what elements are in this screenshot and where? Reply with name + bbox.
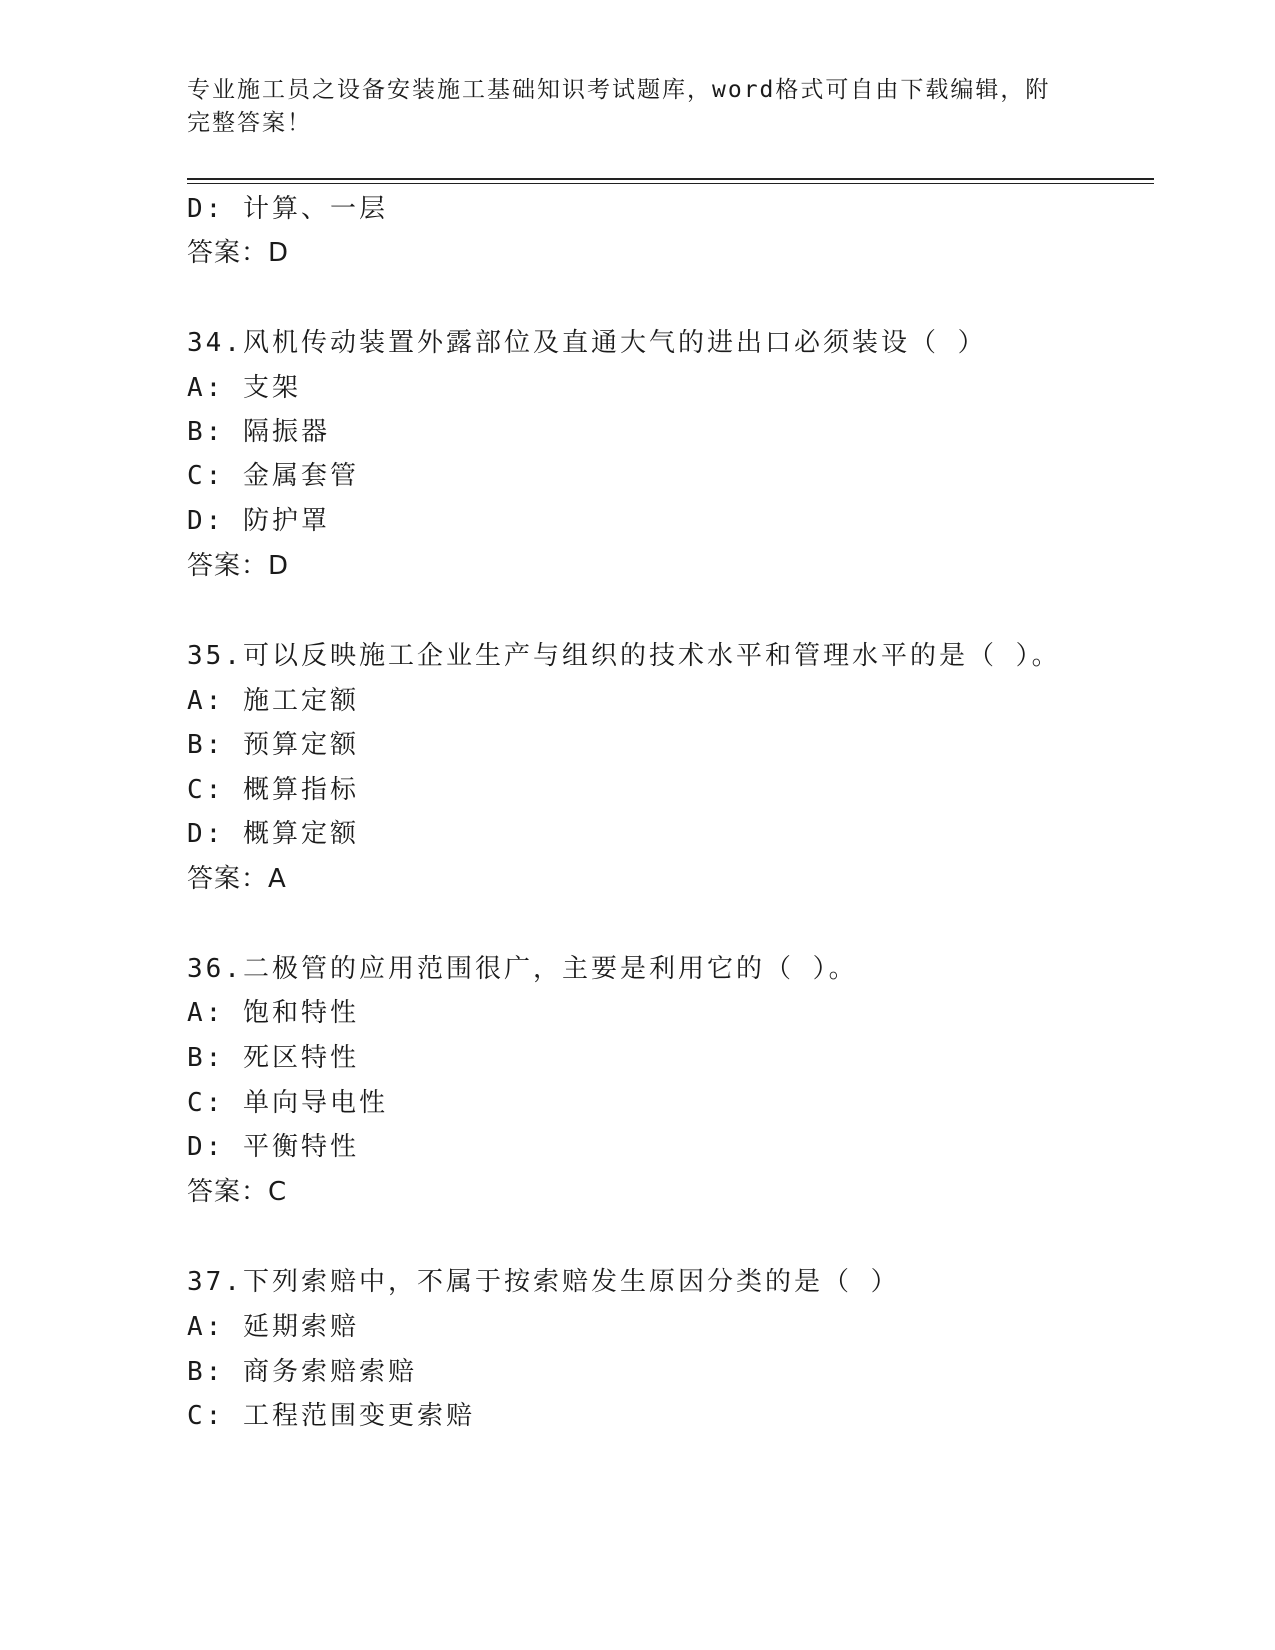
- option-c-q37: C: 工程范围变更索赔: [187, 1401, 475, 1431]
- option-d-q35: D: 概算定额: [187, 819, 359, 849]
- option-b-q34: B: 隔振器: [187, 417, 330, 447]
- header-divider-thin: [187, 183, 1154, 184]
- page-header: 专业施工员之设备安装施工基础知识考试题库，word格式可自由下载编辑，附完整答案！: [187, 77, 1051, 136]
- option-c-q36: C: 单向导电性: [187, 1088, 388, 1118]
- question-35: 35.可以反映施工企业生产与组织的技术水平和管理水平的是（ ）。: [187, 641, 1061, 671]
- option-d-q36: D: 平衡特性: [187, 1132, 359, 1162]
- option-b-q35: B: 预算定额: [187, 730, 359, 760]
- option-a-q35: A: 施工定额: [187, 686, 359, 716]
- option-a-q37: A: 延期索赔: [187, 1312, 359, 1342]
- question-36: 36.二极管的应用范围很广，主要是利用它的（ ）。: [187, 954, 858, 984]
- option-a-q36: A: 饱和特性: [187, 998, 359, 1028]
- answer-q36: 答案：C: [187, 1177, 288, 1207]
- answer-q35: 答案：A: [187, 864, 287, 894]
- option-a-q34: A: 支架: [187, 373, 301, 403]
- answer-q33: 答案：D: [187, 238, 290, 268]
- question-34: 34.风机传动装置外露部位及直通大气的进出口必须装设（ ）: [187, 328, 987, 358]
- question-37: 37.下列索赔中，不属于按索赔发生原因分类的是（ ）: [187, 1267, 900, 1297]
- option-c-q35: C: 概算指标: [187, 775, 359, 805]
- answer-q34: 答案：D: [187, 551, 290, 581]
- option-b-q37: B: 商务索赔索赔: [187, 1357, 417, 1387]
- header-divider: [187, 178, 1154, 180]
- option-d-q34: D: 防护罩: [187, 506, 330, 536]
- option-b-q36: B: 死区特性: [187, 1043, 359, 1073]
- option-d-q33: D: 计算、一层: [187, 194, 388, 224]
- option-c-q34: C: 金属套管: [187, 461, 359, 491]
